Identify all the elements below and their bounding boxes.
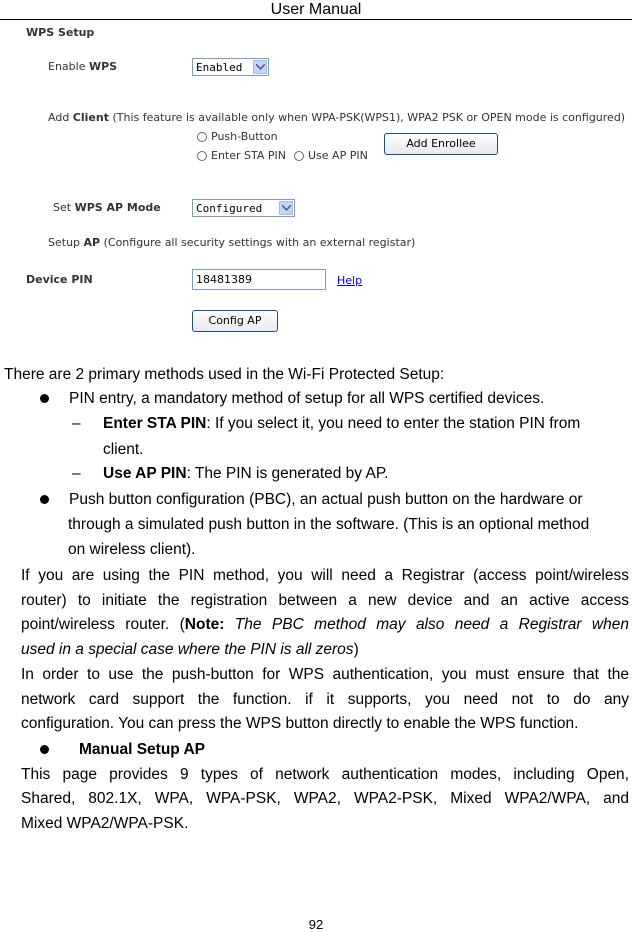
bullet-icon [40, 745, 49, 754]
enable-wps-select[interactable] [192, 58, 269, 76]
device-pin-field[interactable]: 18481389 [192, 269, 326, 290]
help-link[interactable]: Help [337, 274, 363, 287]
wps-setup-title: WPS Setup [26, 26, 95, 39]
enter-sta-pin-text: Enter STA PIN: If you select it, you need to enter the station PIN from [103, 415, 581, 432]
para2-line-1: In order to use the push-button for WPS authentication, you must ensure that the [21, 666, 629, 683]
chevron-down-icon[interactable] [253, 60, 267, 74]
para1-line-2: router) to initiate the registration between a new device and an active access [21, 592, 629, 609]
enable-wps-value: Enabled [196, 61, 243, 74]
add-enrollee-button[interactable]: Add Enrollee [384, 133, 498, 155]
dash-icon: – [72, 415, 81, 432]
radio-use-ap-pin[interactable] [294, 151, 304, 161]
add-client-label: Add Client (This feature is available only when WPA-PSK(WPS1), WPA2 PSK or OPEN mode is configured) [48, 111, 626, 124]
enable-wps-label: Enable WPS [48, 60, 118, 73]
para2-line-3: configuration. You can press the WPS button directly to enable the WPS function. [21, 715, 579, 732]
radio-enter-sta-pin-label: Enter STA PIN [211, 149, 286, 162]
page-number: 92 [308, 917, 324, 932]
chevron-down-icon[interactable] [279, 201, 293, 215]
header-title: User Manual [270, 1, 362, 18]
device-pin-label: Device PIN [26, 273, 93, 286]
radio-push-button[interactable] [197, 132, 207, 142]
pbc-line-2: through a simulated push button in the software. (This is an optional method [68, 516, 590, 533]
para3-line-2: Shared, 802.1X, WPA, WPA-PSK, WPA2, WPA2-PSK, Mixed WPA2/WPA, and [21, 790, 629, 807]
manual-setup-ap-title: Manual Setup AP [79, 741, 206, 758]
bullet-icon [40, 394, 49, 403]
wps-ap-mode-label: Set WPS AP Mode [53, 201, 161, 214]
enter-sta-pin-text-cont: client. [103, 441, 144, 458]
para3-line-1: This page provides 9 types of network authentication modes, including Open, [21, 766, 629, 783]
bullet-icon [40, 495, 49, 504]
setup-ap-label: Setup AP (Configure all security settings with an external registar) [48, 236, 416, 249]
radio-use-ap-pin-label: Use AP PIN [308, 149, 368, 162]
config-ap-button[interactable]: Config AP [192, 310, 278, 332]
pbc-line-3: on wireless client). [68, 541, 196, 558]
wps-setup-screenshot [20, 20, 626, 338]
para2-line-2: network card support the function. if it supports, you need not to do any [21, 691, 629, 708]
para1-line-3: point/wireless router. (Note: The PBC method may also need a Registrar when [21, 616, 629, 633]
radio-push-button-label: Push-Button [211, 130, 278, 143]
use-ap-pin-text: Use AP PIN: The PIN is generated by AP. [103, 465, 389, 482]
wps-ap-mode-value: Configured [196, 202, 263, 215]
dash-icon: – [72, 465, 81, 482]
para1-line-1: If you are using the PIN method, you will need a Registrar (access point/wireless [21, 567, 629, 584]
pin-entry-text: PIN entry, a mandatory method of setup for all WPS certified devices. [69, 390, 545, 407]
pbc-line-1: Push button configuration (PBC), an actual push button on the hardware or [69, 491, 583, 508]
para1-line-4: used in a special case where the PIN is all zeros) [21, 641, 359, 658]
para3-line-3: Mixed WPA2/WPA-PSK. [21, 815, 189, 832]
wps-ap-mode-select[interactable] [192, 199, 295, 217]
radio-enter-sta-pin[interactable] [197, 151, 207, 161]
intro-text: There are 2 primary methods used in the Wi-Fi Protected Setup: [4, 366, 445, 383]
